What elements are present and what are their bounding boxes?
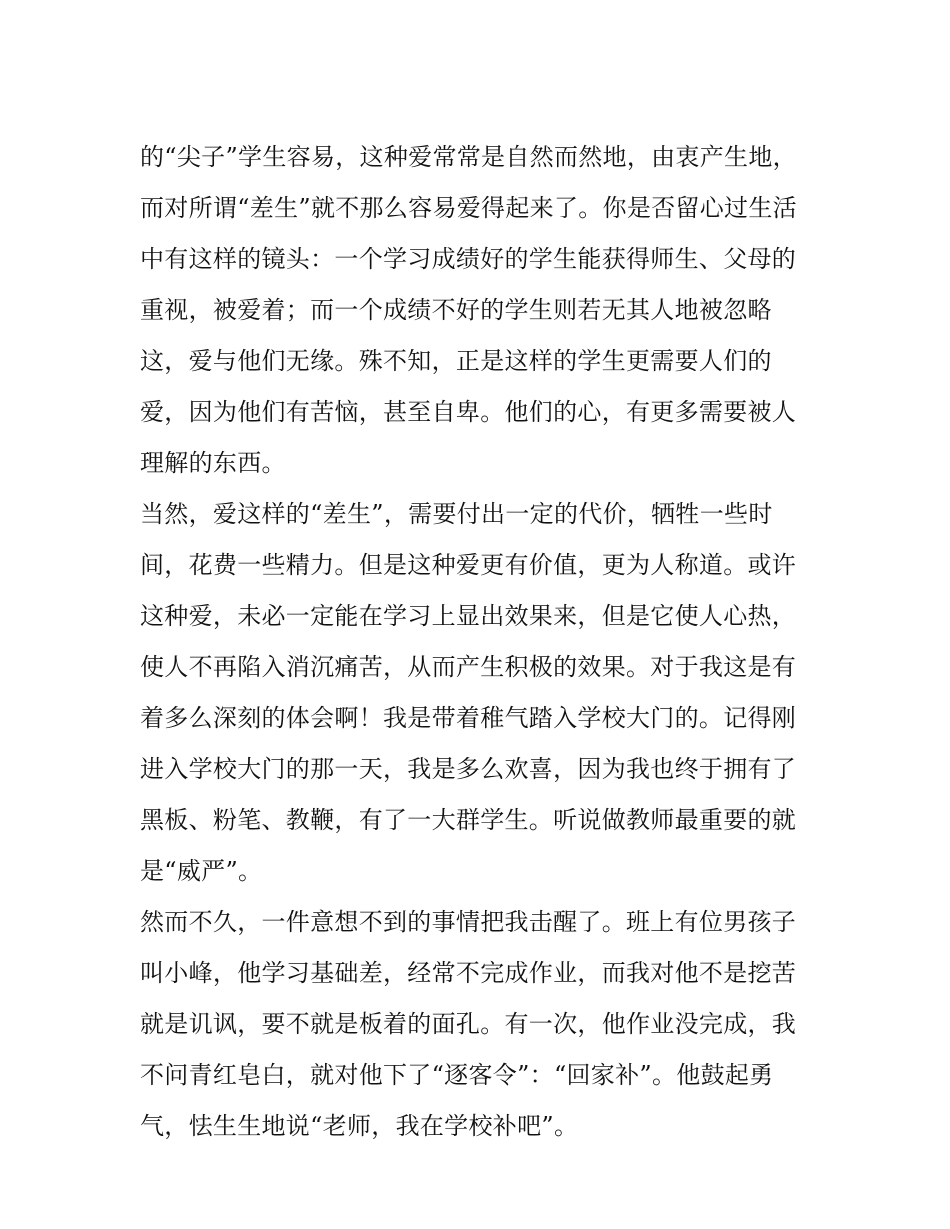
text-line: 爱，因为他们有苦恼，甚至自卑。他们的心，有更多需要被人 (140, 398, 797, 426)
text-line: 中有这样的镜头：一个学习成绩好的学生能获得师生、父母的 (140, 245, 797, 273)
text-line: 使人不再陷入消沉痛苦，从而产生积极的效果。对于我这是有 (140, 653, 797, 681)
text-line: 气，怯生生地说“老师，我在学校补吧”。 (140, 1112, 579, 1140)
text-line: 这种爱，未必一定能在学习上显出效果来，但是它使人心热， (140, 602, 797, 630)
text-line: 理解的东西。 (140, 449, 286, 477)
text-line: 着多么深刻的体会啊！我是带着稚气踏入学校大门的。记得刚 (140, 704, 797, 732)
text-line: 叫小峰，他学习基础差，经常不完成作业，而我对他不是挖苦 (140, 959, 797, 987)
text-line: 重视，被爱着；而一个成绩不好的学生则若无其人地被忽略 (140, 296, 772, 324)
text-line: 是“威严”。 (140, 857, 263, 885)
text-line: 进入学校大门的那一天，我是多么欢喜，因为我也终于拥有了 (140, 755, 797, 783)
text-line: 间，花费一些精力。但是这种爱更有价值，更为人称道。或许 (140, 551, 797, 579)
text-line: 然而不久，一件意想不到的事情把我击醒了。班上有位男孩子 (140, 908, 797, 936)
text-line: 就是讥讽，要不就是板着的面孔。有一次，他作业没完成，我 (140, 1010, 797, 1038)
text-line: 而对所谓“差生”就不那么容易爱得起来了。你是否留心过生活 (140, 194, 797, 222)
text-line: 这，爱与他们无缘。殊不知，正是这样的学生更需要人们的 (140, 347, 772, 375)
text-line: 的“尖子”学生容易，这种爱常常是自然而然地，由衷产生地， (140, 143, 797, 171)
text-line: 不问青红皂白，就对他下了“逐客令”：“回家补”。他鼓起勇 (140, 1061, 774, 1089)
body-text (140, 132, 830, 1152)
text-line: 黑板、粉笔、教鞭，有了一大群学生。听说做教师最重要的就 (140, 806, 797, 834)
text-line: 当然，爱这样的“差生”，需要付出一定的代价，牺牲一些时 (140, 500, 773, 528)
